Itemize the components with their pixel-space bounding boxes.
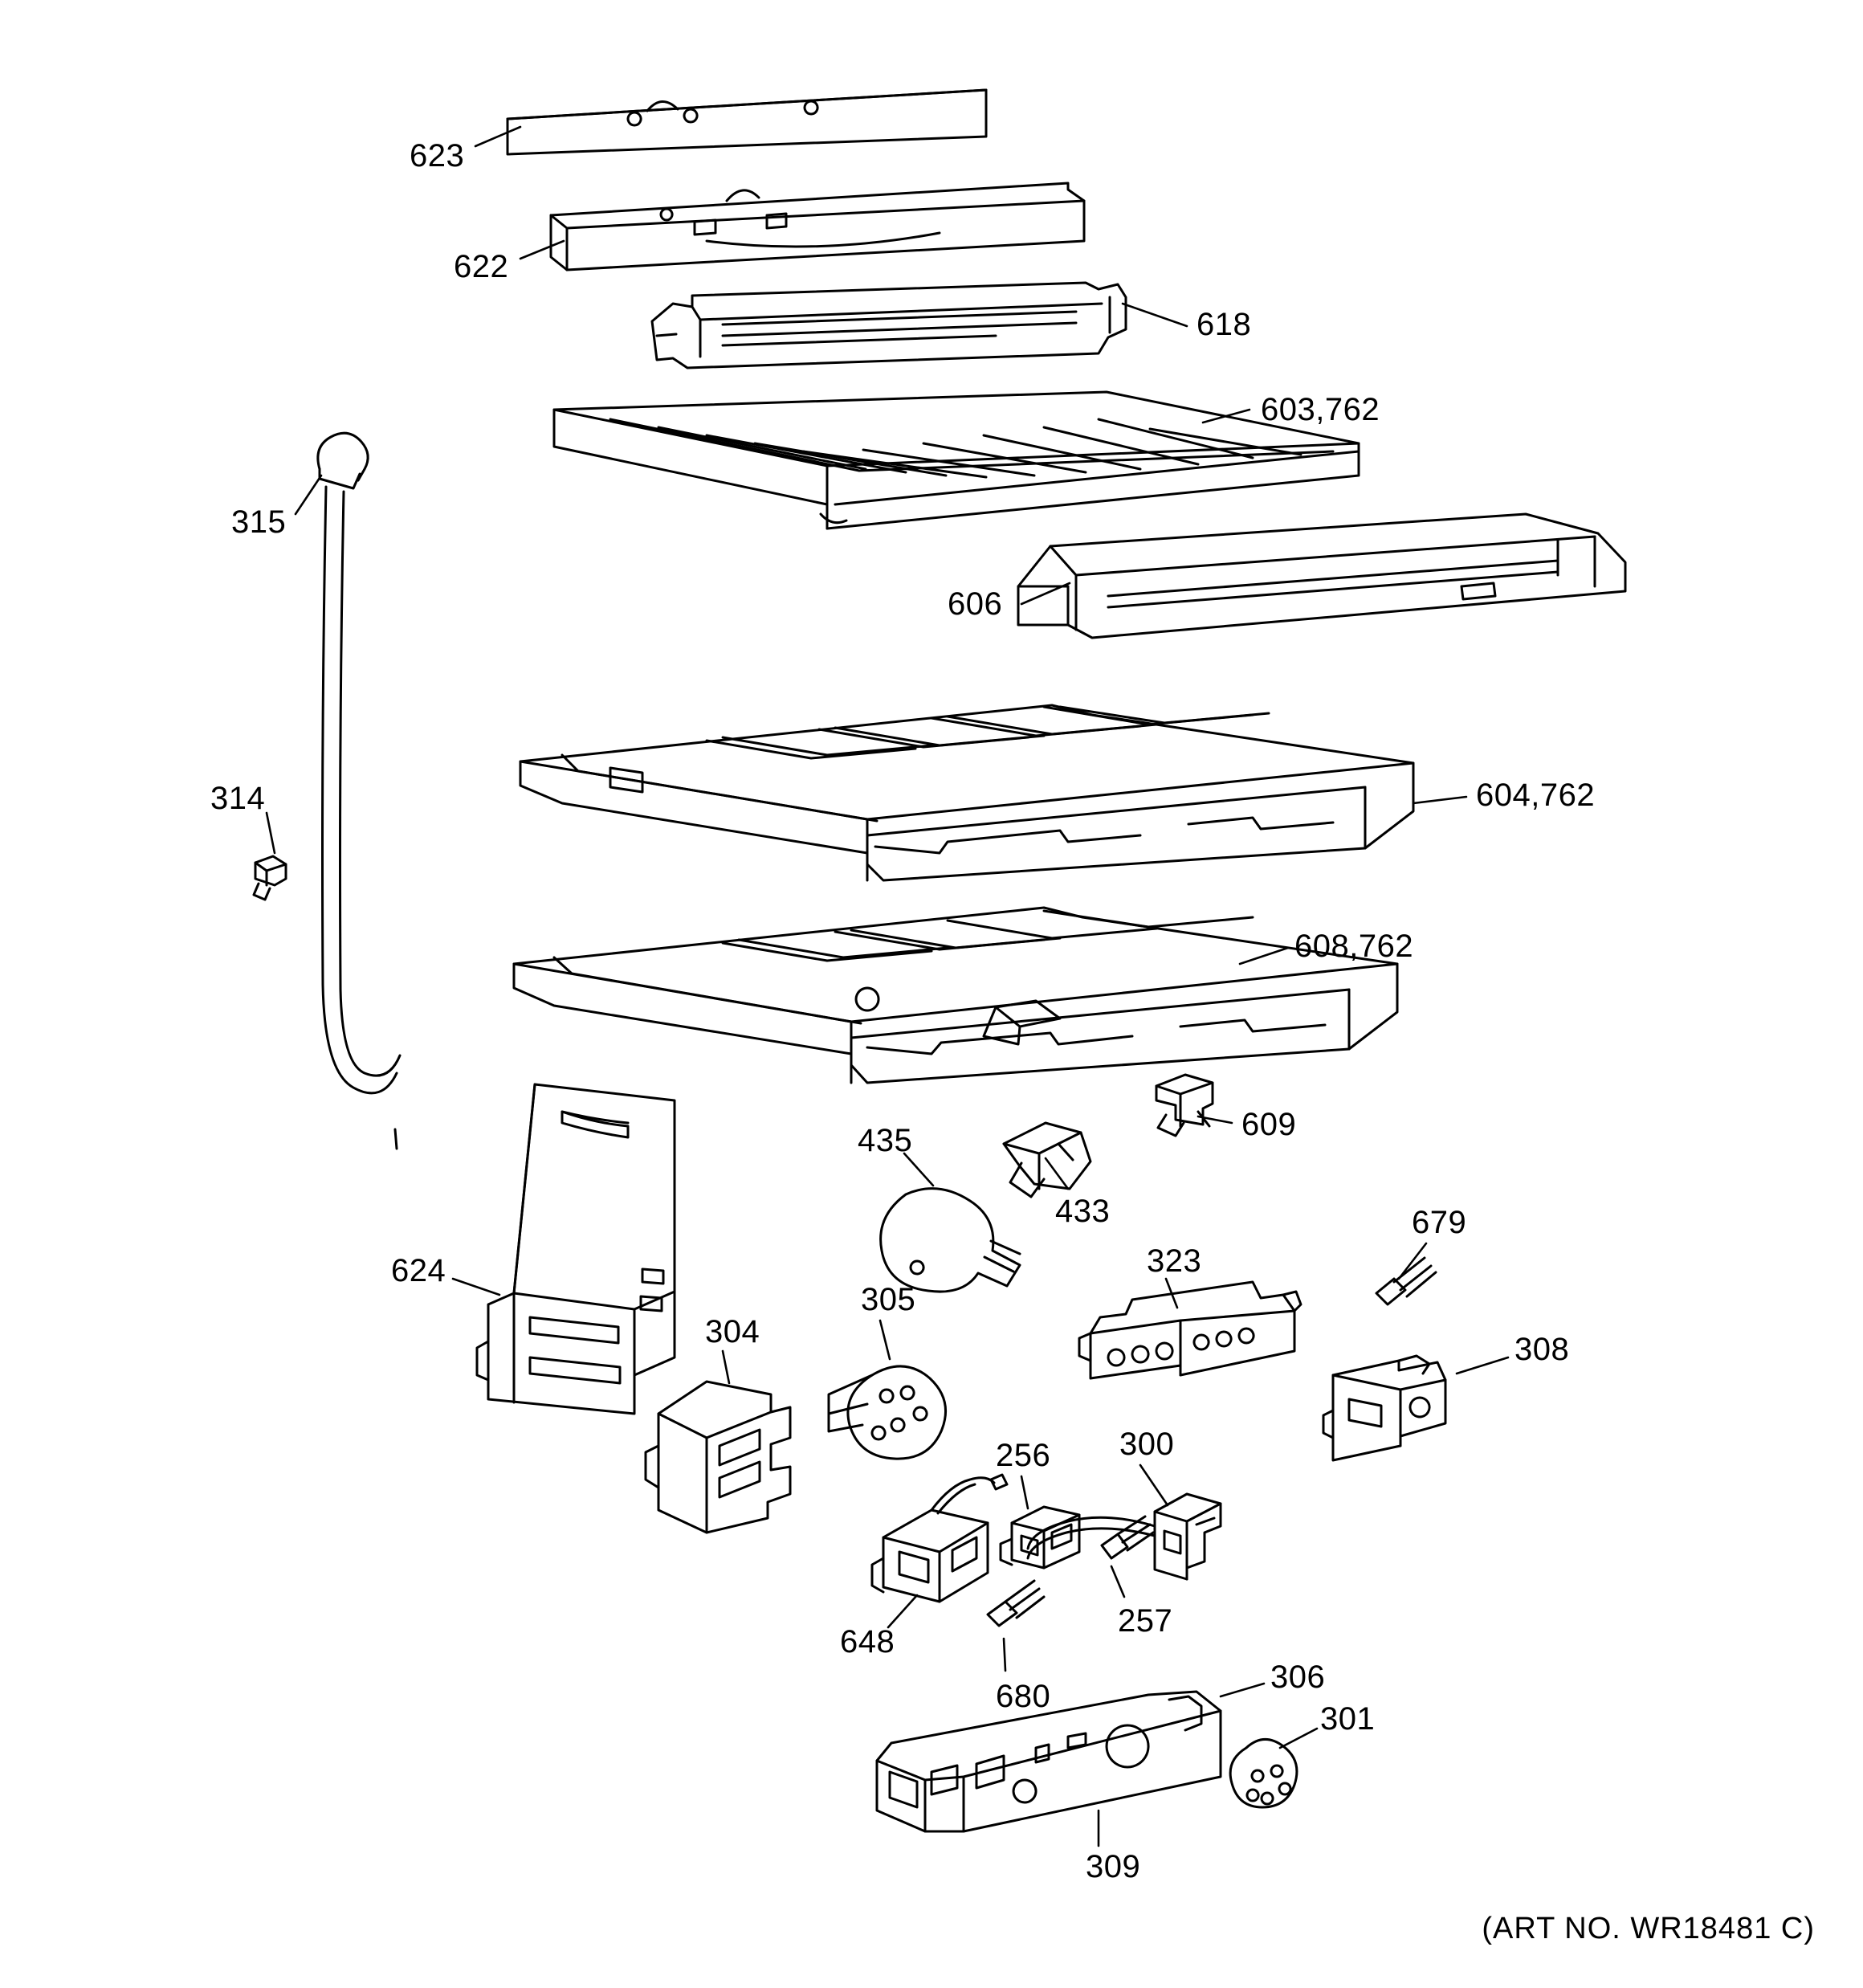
- part-622-shelf-cover: [551, 183, 1084, 270]
- callout-679: 679: [1412, 1205, 1467, 1240]
- callout-622: 622: [454, 249, 509, 284]
- part-606-drawer-cover: [1018, 514, 1625, 638]
- callout-301: 301: [1320, 1701, 1376, 1737]
- callout-300: 300: [1119, 1427, 1175, 1462]
- callout-603-762: 603,762: [1261, 392, 1380, 427]
- part-609-bracket: [1156, 1075, 1213, 1136]
- part-304-block: [646, 1382, 790, 1533]
- callout-624: 624: [391, 1253, 446, 1288]
- callout-648: 648: [840, 1624, 895, 1659]
- callout-304: 304: [705, 1314, 760, 1349]
- part-323-control-housing: [1079, 1282, 1301, 1378]
- part-624-liner-panel: [477, 1084, 675, 1414]
- callout-435: 435: [858, 1123, 913, 1158]
- part-301-grommet: [1230, 1739, 1297, 1807]
- part-305-dial: [829, 1366, 946, 1459]
- part-308-mounting-plate: [1323, 1356, 1445, 1460]
- callout-433: 433: [1055, 1194, 1111, 1229]
- callout-309: 309: [1086, 1849, 1141, 1884]
- callout-609: 609: [1241, 1107, 1297, 1142]
- callout-606: 606: [948, 586, 1003, 622]
- callout-308: 308: [1514, 1332, 1570, 1367]
- callout-604-762: 604,762: [1476, 778, 1596, 813]
- part-604-762-shelf: [520, 705, 1413, 880]
- part-315-water-tube: [318, 433, 400, 1149]
- part-618-grille-bar: [652, 283, 1126, 368]
- callout-305: 305: [861, 1282, 916, 1317]
- callout-256: 256: [996, 1438, 1051, 1473]
- part-680-screw: [988, 1581, 1044, 1626]
- callout-623: 623: [410, 138, 465, 173]
- part-300-relay: [1028, 1494, 1221, 1579]
- part-256-connector: [1001, 1507, 1079, 1568]
- callout-608-762: 608,762: [1294, 929, 1414, 964]
- part-648-timer: [872, 1475, 1007, 1602]
- callout-323: 323: [1147, 1243, 1202, 1279]
- part-679-screw: [1376, 1258, 1436, 1304]
- callout-618: 618: [1196, 307, 1252, 342]
- callout-314: 314: [210, 781, 266, 816]
- callout-315: 315: [231, 504, 287, 540]
- callout-257: 257: [1118, 1603, 1173, 1639]
- art-number-note: (ART NO. WR18481 C): [1482, 1912, 1815, 1945]
- callout-306: 306: [1270, 1659, 1326, 1695]
- part-623-trim-strip: [508, 90, 986, 154]
- part-435-light-bulb: [881, 1189, 1020, 1292]
- part-314-clip: [254, 856, 286, 900]
- callout-680: 680: [996, 1679, 1051, 1714]
- part-608-762-pan: [514, 908, 1397, 1083]
